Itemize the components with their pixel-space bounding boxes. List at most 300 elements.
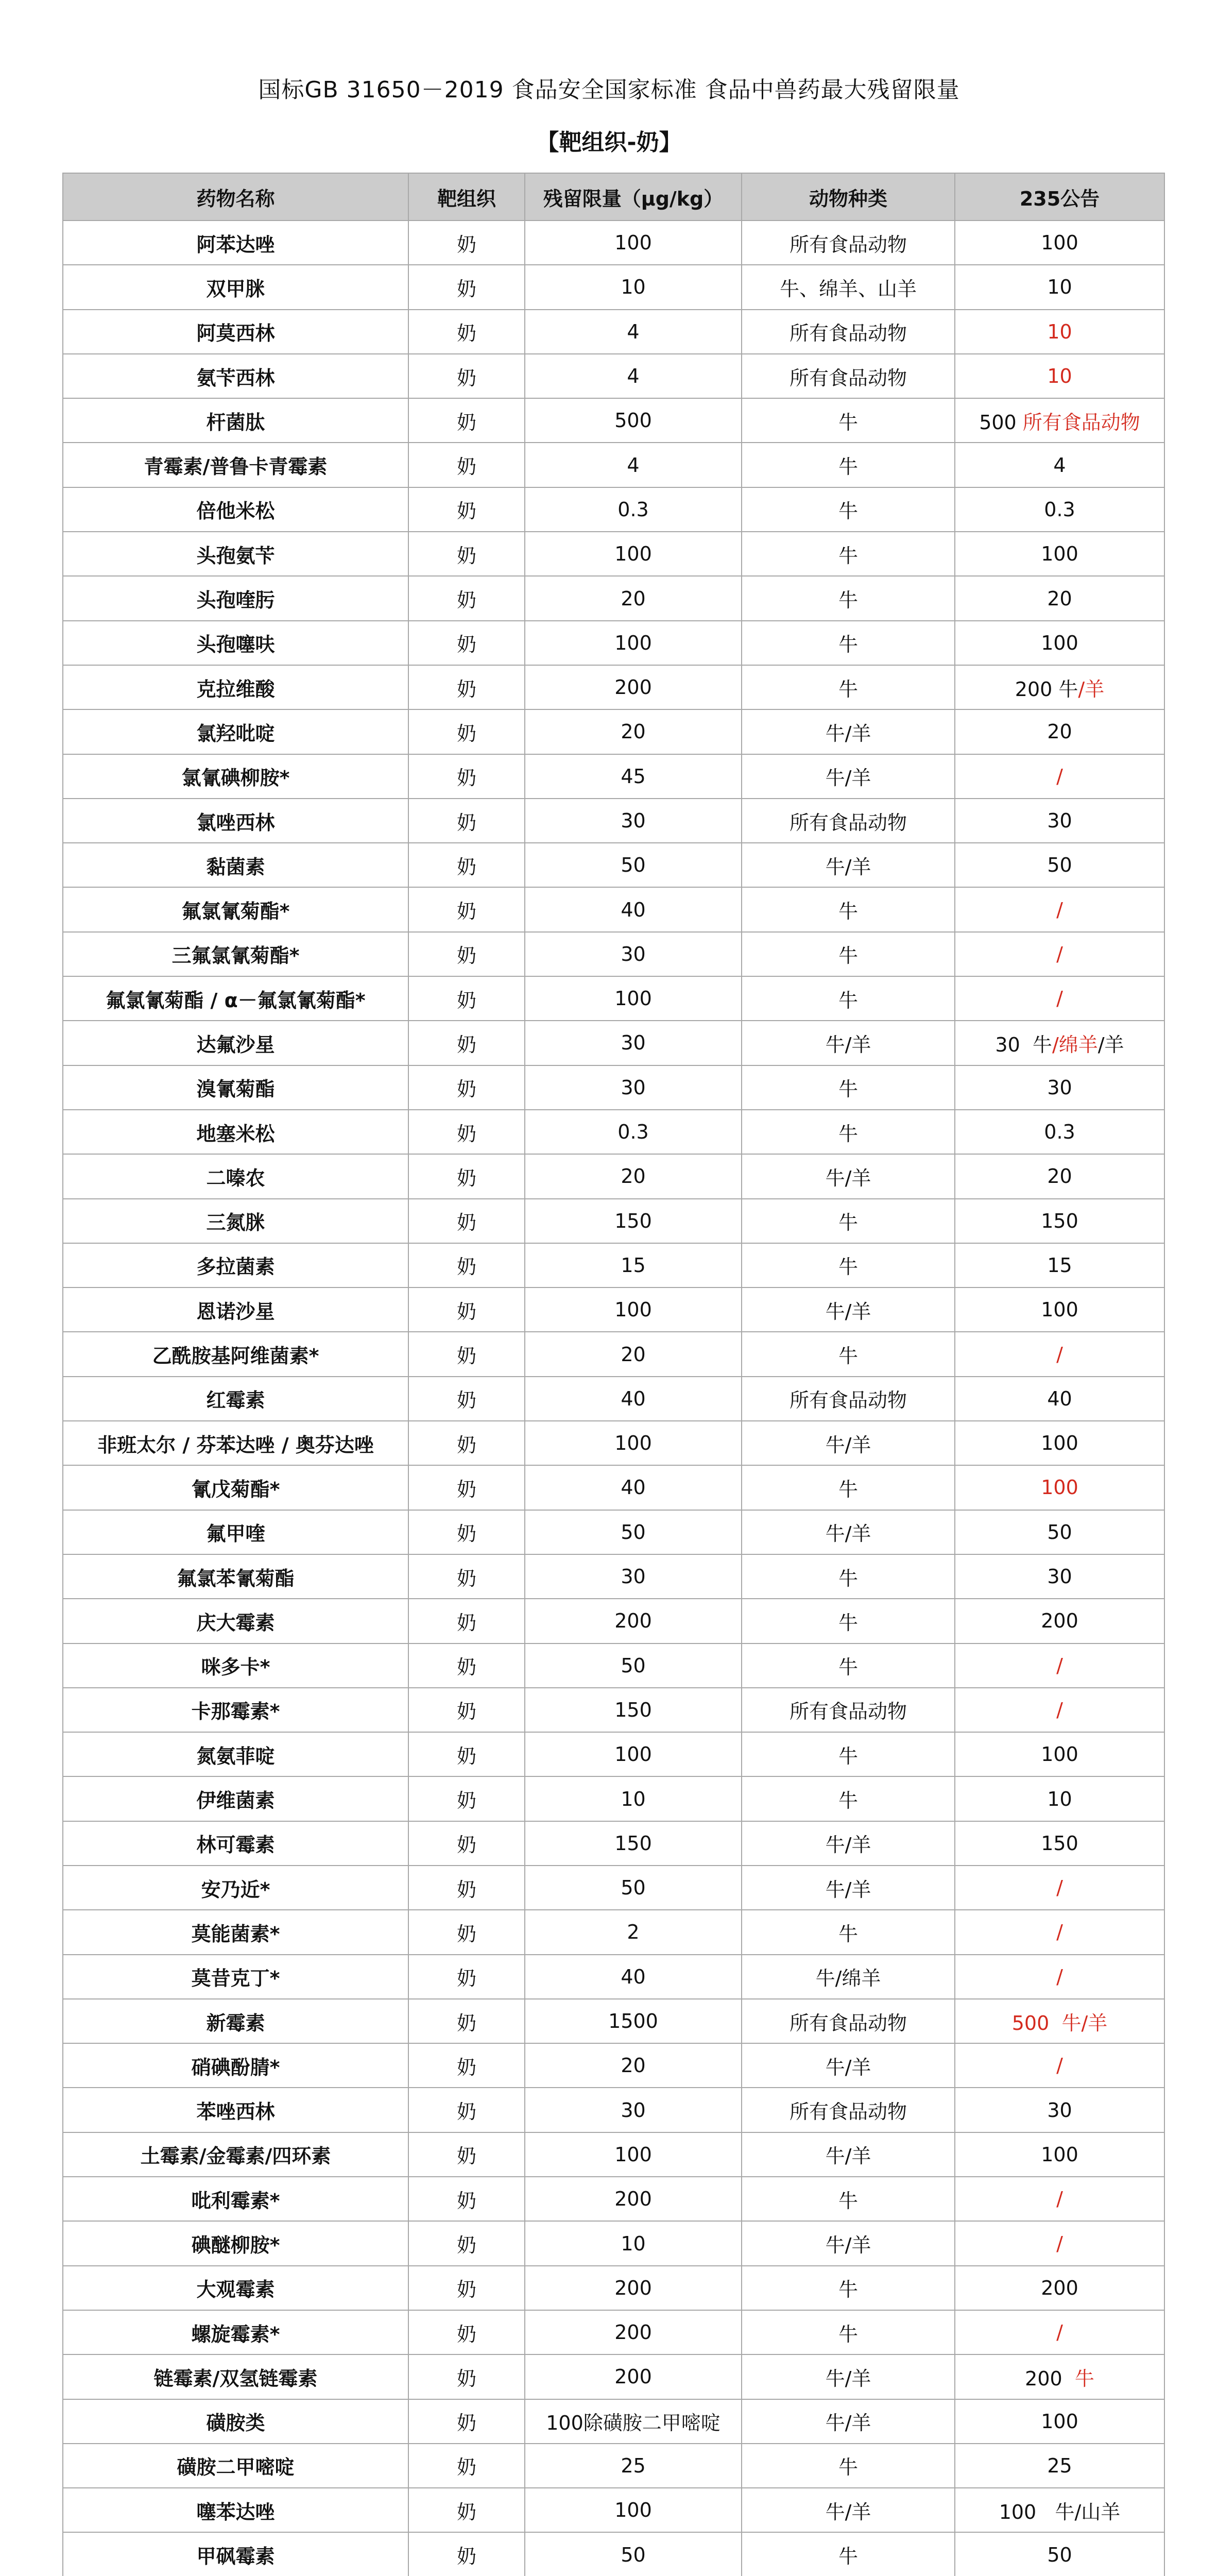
target-tissue-cell: 奶	[408, 1999, 525, 2043]
table-body	[63, 221, 1164, 2576]
residue-limit-cell: 40	[525, 887, 742, 931]
residue-limit-cell: 4	[525, 354, 742, 398]
table-row	[63, 1732, 1164, 1776]
header-announcement-235: 235公告	[955, 173, 1164, 221]
announcement-235-text: 30	[1047, 809, 1072, 832]
announcement-235-cell	[955, 1110, 1164, 1154]
announcement-235-text: 200	[1025, 2367, 1075, 2390]
table-row	[63, 1065, 1164, 1110]
table-row	[63, 709, 1164, 754]
announcement-235-cell	[955, 1554, 1164, 1599]
announcement-235-text: /	[1056, 1343, 1063, 1366]
residue-limit-cell: 150	[525, 1821, 742, 1866]
announcement-235-text: 100	[1041, 1432, 1078, 1455]
announcement-235-cell	[955, 887, 1164, 931]
animal-species-cell: 牛/羊	[742, 1510, 955, 1554]
residue-limit-cell: 30	[525, 2088, 742, 2132]
table-row	[63, 2310, 1164, 2354]
drug-name-cell: 克拉维酸	[63, 665, 408, 709]
announcement-235-cell	[955, 1021, 1164, 1065]
announcement-235-cell	[955, 221, 1164, 265]
announcement-235-text: 50	[1047, 2543, 1072, 2566]
residue-limit-cell: 4	[525, 443, 742, 487]
animal-species-cell: 牛	[742, 1732, 955, 1776]
animal-species-cell: 牛	[742, 932, 955, 976]
table-row	[63, 2043, 1164, 2088]
target-tissue-cell: 奶	[408, 1510, 525, 1554]
announcement-235-cell	[955, 2354, 1164, 2399]
target-tissue-cell: 奶	[408, 1199, 525, 1243]
table-row	[63, 1154, 1164, 1198]
table-row	[63, 1866, 1164, 1910]
drug-name-cell: 氯羟吡啶	[63, 709, 408, 754]
announcement-235-cell	[955, 1688, 1164, 1732]
announcement-235-text: 200	[1041, 1609, 1078, 1633]
target-tissue-cell: 奶	[408, 576, 525, 620]
announcement-235-text: 150	[1041, 1832, 1078, 1855]
announcement-235-text: /羊	[1097, 1033, 1124, 1056]
table-row	[63, 1599, 1164, 1643]
target-tissue-cell: 奶	[408, 1910, 525, 1954]
table-row	[63, 976, 1164, 1021]
table-row	[63, 1999, 1164, 2043]
target-tissue-cell: 奶	[408, 2088, 525, 2132]
announcement-235-text: 100	[1041, 1476, 1078, 1499]
announcement-235-text: 500 牛/羊	[1011, 2011, 1108, 2035]
residue-limit-cell: 100	[525, 1732, 742, 1776]
residue-limit-cell: 100除磺胺二甲嘧啶	[525, 2399, 742, 2444]
announcement-235-text: /	[1056, 1921, 1063, 1944]
announcement-235-cell	[955, 1510, 1164, 1554]
drug-name-cell: 氯唑西林	[63, 799, 408, 843]
animal-species-cell: 牛	[742, 576, 955, 620]
table-row	[63, 1776, 1164, 1821]
announcement-235-text: 30 牛	[995, 1033, 1052, 1056]
announcement-235-cell	[955, 2444, 1164, 2488]
animal-species-cell: 牛	[742, 487, 955, 532]
table-row	[63, 2399, 1164, 2444]
drug-name-cell: 地塞米松	[63, 1110, 408, 1154]
announcement-235-cell	[955, 2488, 1164, 2532]
announcement-235-cell	[955, 2177, 1164, 2221]
target-tissue-cell: 奶	[408, 487, 525, 532]
drug-name-cell: 氨苄西林	[63, 354, 408, 398]
drug-name-cell: 莫能菌素*	[63, 1910, 408, 1954]
announcement-235-cell	[955, 532, 1164, 576]
announcement-235-cell	[955, 310, 1164, 354]
target-tissue-cell: 奶	[408, 1955, 525, 1999]
animal-species-cell: 牛/羊	[742, 2488, 955, 2532]
drug-name-cell: 阿苯达唑	[63, 221, 408, 265]
residue-limit-cell: 100	[525, 621, 742, 665]
drug-name-cell: 新霉素	[63, 1999, 408, 2043]
page-subtitle: 【靶组织-奶】	[536, 129, 682, 156]
drug-name-cell: 碘醚柳胺*	[63, 2221, 408, 2265]
target-tissue-cell: 奶	[408, 1332, 525, 1376]
drug-name-cell: 甲砜霉素	[63, 2532, 408, 2576]
target-tissue-cell: 奶	[408, 621, 525, 665]
announcement-235-text: 20	[1047, 720, 1072, 743]
target-tissue-cell: 奶	[408, 843, 525, 887]
drug-name-cell: 氰戊菊酯*	[63, 1465, 408, 1510]
announcement-235-cell	[955, 1866, 1164, 1910]
announcement-235-cell	[955, 2088, 1164, 2132]
target-tissue-cell: 奶	[408, 1065, 525, 1110]
announcement-235-text: 200 牛	[1015, 677, 1078, 701]
target-tissue-cell: 奶	[408, 265, 525, 309]
animal-species-cell: 牛/羊	[742, 1021, 955, 1065]
animal-species-cell: 牛/羊	[742, 1421, 955, 1465]
residue-limit-cell: 20	[525, 1154, 742, 1198]
residue-limit-cell: 50	[525, 1643, 742, 1688]
residue-limit-cell: 45	[525, 754, 742, 799]
announcement-235-text: 15	[1047, 1253, 1072, 1277]
target-tissue-cell: 奶	[408, 1465, 525, 1510]
animal-species-cell: 牛	[742, 1599, 955, 1643]
announcement-235-text: 30	[1047, 1076, 1072, 1099]
table-row	[63, 1377, 1164, 1421]
table-row	[63, 2532, 1164, 2576]
announcement-235-cell	[955, 2399, 1164, 2444]
residue-limit-cell: 30	[525, 1554, 742, 1599]
table-row	[63, 354, 1164, 398]
residue-limit-cell: 50	[525, 843, 742, 887]
animal-species-cell: 牛/羊	[742, 709, 955, 754]
table-row	[63, 310, 1164, 354]
announcement-235-cell	[955, 2532, 1164, 2576]
announcement-235-text: 50	[1047, 854, 1072, 877]
table-row	[63, 2177, 1164, 2221]
residue-limit-cell: 200	[525, 665, 742, 709]
animal-species-cell: 牛/羊	[742, 2354, 955, 2399]
table-row	[63, 799, 1164, 843]
animal-species-cell: 牛	[742, 1065, 955, 1110]
residue-limit-cell: 30	[525, 1065, 742, 1110]
animal-species-cell: 牛/羊	[742, 1866, 955, 1910]
residue-limit-cell: 100	[525, 1421, 742, 1465]
residue-limit-cell: 500	[525, 398, 742, 443]
animal-species-cell: 牛	[742, 621, 955, 665]
drug-name-cell: 氟氯苯氰菊酯	[63, 1554, 408, 1599]
residue-limit-cell: 200	[525, 2354, 742, 2399]
announcement-235-text: 100	[1041, 2410, 1078, 2433]
drug-name-cell: 三氮脒	[63, 1199, 408, 1243]
animal-species-cell: 所有食品动物	[742, 1377, 955, 1421]
drug-name-cell: 氟氯氰菊酯 / α－氟氯氰菊酯*	[63, 976, 408, 1021]
announcement-235-cell	[955, 1243, 1164, 1287]
target-tissue-cell: 奶	[408, 1021, 525, 1065]
announcement-235-text: /绵羊	[1052, 1033, 1098, 1056]
table-row	[63, 576, 1164, 620]
table-row	[63, 1287, 1164, 1332]
residue-limit-cell: 200	[525, 2310, 742, 2354]
table-row	[63, 1332, 1164, 1376]
residue-limit-cell: 40	[525, 1955, 742, 1999]
announcement-235-cell	[955, 398, 1164, 443]
announcement-235-cell	[955, 1377, 1164, 1421]
announcement-235-cell	[955, 1999, 1164, 2043]
table-row	[63, 887, 1164, 931]
animal-species-cell: 所有食品动物	[742, 2088, 955, 2132]
target-tissue-cell: 奶	[408, 1688, 525, 1732]
target-tissue-cell: 奶	[408, 354, 525, 398]
residue-limit-cell: 20	[525, 709, 742, 754]
residue-limit-cell: 0.3	[525, 487, 742, 532]
animal-species-cell: 牛/羊	[742, 1287, 955, 1332]
announcement-235-cell	[955, 2310, 1164, 2354]
announcement-235-cell	[955, 1732, 1164, 1776]
drug-name-cell: 阿莫西林	[63, 310, 408, 354]
target-tissue-cell: 奶	[408, 443, 525, 487]
drug-name-cell: 螺旋霉素*	[63, 2310, 408, 2354]
drug-name-cell: 莫昔克丁*	[63, 1955, 408, 1999]
announcement-235-text: 100 牛/山羊	[999, 2500, 1121, 2523]
announcement-235-text: 30	[1047, 1565, 1072, 1588]
residue-limit-cell: 10	[525, 2221, 742, 2265]
target-tissue-cell: 奶	[408, 310, 525, 354]
announcement-235-text: 所有食品动物	[1022, 411, 1140, 434]
announcement-235-cell	[955, 1643, 1164, 1688]
target-tissue-cell: 奶	[408, 754, 525, 799]
animal-species-cell: 牛/羊	[742, 1154, 955, 1198]
drug-name-cell: 氟氯氰菊酯*	[63, 887, 408, 931]
residue-limit-cell: 20	[525, 2043, 742, 2088]
table-row	[63, 487, 1164, 532]
drug-name-cell: 大观霉素	[63, 2266, 408, 2310]
target-tissue-cell: 奶	[408, 2354, 525, 2399]
header-drug-name: 药物名称	[63, 173, 408, 221]
announcement-235-cell	[955, 843, 1164, 887]
residue-limit-cell: 0.3	[525, 1110, 742, 1154]
announcement-235-cell	[955, 754, 1164, 799]
animal-species-cell: 所有食品动物	[742, 799, 955, 843]
residue-limit-cell: 100	[525, 1287, 742, 1332]
drug-name-cell: 链霉素/双氢链霉素	[63, 2354, 408, 2399]
announcement-235-text: 4	[1053, 453, 1066, 477]
animal-species-cell: 所有食品动物	[742, 221, 955, 265]
residue-limit-cell: 200	[525, 2177, 742, 2221]
announcement-235-text: 牛	[1074, 2367, 1094, 2390]
table-row	[63, 1955, 1164, 1999]
target-tissue-cell: 奶	[408, 2043, 525, 2088]
table-row	[63, 1688, 1164, 1732]
announcement-235-cell	[955, 709, 1164, 754]
animal-species-cell: 牛	[742, 1910, 955, 1954]
residue-limit-cell: 1500	[525, 1999, 742, 2043]
announcement-235-cell	[955, 487, 1164, 532]
announcement-235-cell	[955, 1821, 1164, 1866]
announcement-235-text: 10	[1047, 276, 1072, 299]
residue-limit-cell: 200	[525, 1599, 742, 1643]
table-row	[63, 2488, 1164, 2532]
drug-name-cell: 非班太尔 / 芬苯达唑 / 奥芬达唑	[63, 1421, 408, 1465]
target-tissue-cell: 奶	[408, 1821, 525, 1866]
target-tissue-cell: 奶	[408, 932, 525, 976]
animal-species-cell: 牛	[742, 2177, 955, 2221]
animal-species-cell: 牛	[742, 2266, 955, 2310]
target-tissue-cell: 奶	[408, 2221, 525, 2265]
drug-name-cell: 头孢噻呋	[63, 621, 408, 665]
table-row	[63, 1510, 1164, 1554]
announcement-235-cell	[955, 2132, 1164, 2177]
drug-name-cell: 林可霉素	[63, 1821, 408, 1866]
target-tissue-cell: 奶	[408, 2488, 525, 2532]
drug-name-cell: 硝碘酚腈*	[63, 2043, 408, 2088]
drug-name-cell: 氯氰碘柳胺*	[63, 754, 408, 799]
residue-limit-cell: 20	[525, 576, 742, 620]
announcement-235-text: 20	[1047, 587, 1072, 610]
target-tissue-cell: 奶	[408, 665, 525, 709]
animal-species-cell: 牛/羊	[742, 2132, 955, 2177]
table-row	[63, 1910, 1164, 1954]
announcement-235-text: /	[1056, 987, 1063, 1010]
announcement-235-cell	[955, 1332, 1164, 1376]
animal-species-cell: 牛	[742, 1465, 955, 1510]
announcement-235-text: 10	[1047, 365, 1072, 388]
table-row	[63, 1465, 1164, 1510]
announcement-235-text: 100	[1041, 543, 1078, 566]
target-tissue-cell: 奶	[408, 1776, 525, 1821]
residue-limit-cell: 20	[525, 1332, 742, 1376]
animal-species-cell: 牛/羊	[742, 1821, 955, 1866]
drug-name-cell: 氟甲喹	[63, 1510, 408, 1554]
announcement-235-text: 10	[1047, 1787, 1072, 1810]
drug-name-cell: 红霉素	[63, 1377, 408, 1421]
drug-name-cell: 青霉素/普鲁卡青霉素	[63, 443, 408, 487]
announcement-235-cell	[955, 976, 1164, 1021]
residue-limit-cell: 10	[525, 1776, 742, 1821]
announcement-235-text: /	[1056, 1698, 1063, 1721]
residue-limit-cell: 100	[525, 2488, 742, 2532]
table-row	[63, 265, 1164, 309]
animal-species-cell: 牛/羊	[742, 2399, 955, 2444]
announcement-235-text: /	[1056, 898, 1063, 921]
table-row	[63, 2088, 1164, 2132]
table-row	[63, 2354, 1164, 2399]
announcement-235-text: 150	[1041, 1209, 1078, 1232]
table-row	[63, 1421, 1164, 1465]
announcement-235-text: /羊	[1078, 677, 1105, 701]
animal-species-cell: 牛	[742, 2532, 955, 2576]
announcement-235-text: /	[1056, 2188, 1063, 2211]
announcement-235-cell	[955, 799, 1164, 843]
residue-limit-cell: 100	[525, 2132, 742, 2177]
announcement-235-cell	[955, 1955, 1164, 1999]
announcement-235-cell	[955, 443, 1164, 487]
announcement-235-text: 50	[1047, 1520, 1072, 1544]
announcement-235-text: /	[1056, 1965, 1063, 1988]
target-tissue-cell: 奶	[408, 221, 525, 265]
announcement-235-cell	[955, 1599, 1164, 1643]
residue-limit-cell: 50	[525, 2532, 742, 2576]
residue-limit-cell: 30	[525, 1021, 742, 1065]
announcement-235-text: /	[1056, 765, 1063, 788]
residue-limit-cell: 4	[525, 310, 742, 354]
announcement-235-text: 10	[1047, 320, 1072, 343]
announcement-235-text: /	[1056, 1876, 1063, 1900]
target-tissue-cell: 奶	[408, 2177, 525, 2221]
announcement-235-cell	[955, 1287, 1164, 1332]
table-row	[63, 2132, 1164, 2177]
announcement-235-cell	[955, 665, 1164, 709]
announcement-235-cell	[955, 1910, 1164, 1954]
target-tissue-cell: 奶	[408, 398, 525, 443]
target-tissue-cell: 奶	[408, 1110, 525, 1154]
announcement-235-cell	[955, 1065, 1164, 1110]
residue-limit-table	[62, 173, 1165, 2576]
target-tissue-cell: 奶	[408, 2444, 525, 2488]
animal-species-cell: 牛	[742, 976, 955, 1021]
animal-species-cell: 牛	[742, 443, 955, 487]
drug-name-cell: 达氟沙星	[63, 1021, 408, 1065]
announcement-235-cell	[955, 265, 1164, 309]
drug-name-cell: 乙酰胺基阿维菌素*	[63, 1332, 408, 1376]
target-tissue-cell: 奶	[408, 976, 525, 1021]
animal-species-cell: 所有食品动物	[742, 1688, 955, 1732]
drug-name-cell: 安乃近*	[63, 1866, 408, 1910]
animal-species-cell: 牛	[742, 2444, 955, 2488]
table-header-row	[63, 173, 1164, 221]
announcement-235-text: 100	[1041, 1298, 1078, 1321]
table-row	[63, 1199, 1164, 1243]
residue-limit-cell: 100	[525, 532, 742, 576]
page-title: 国标GB 31650－2019 食品安全国家标准 食品中兽药最大残留限量	[258, 77, 960, 103]
target-tissue-cell: 奶	[408, 1732, 525, 1776]
announcement-235-cell	[955, 1465, 1164, 1510]
animal-species-cell: 所有食品动物	[742, 1999, 955, 2043]
announcement-235-text: /	[1056, 942, 1063, 965]
target-tissue-cell: 奶	[408, 1599, 525, 1643]
table-row	[63, 443, 1164, 487]
announcement-235-text: /	[1056, 2054, 1063, 2077]
announcement-235-cell	[955, 621, 1164, 665]
table-row	[63, 932, 1164, 976]
announcement-235-cell	[955, 932, 1164, 976]
table-row	[63, 1243, 1164, 1287]
animal-species-cell: 牛	[742, 1110, 955, 1154]
residue-limit-cell: 30	[525, 799, 742, 843]
drug-name-cell: 噻苯达唑	[63, 2488, 408, 2532]
drug-name-cell: 恩诺沙星	[63, 1287, 408, 1332]
drug-name-cell: 头孢喹肟	[63, 576, 408, 620]
announcement-235-text: /	[1056, 2321, 1063, 2344]
header-animal-species: 动物种类	[742, 173, 955, 221]
header-target-tissue: 靶组织	[408, 173, 525, 221]
target-tissue-cell: 奶	[408, 2399, 525, 2444]
target-tissue-cell: 奶	[408, 709, 525, 754]
target-tissue-cell: 奶	[408, 799, 525, 843]
animal-species-cell: 牛/羊	[742, 2043, 955, 2088]
announcement-235-text: 200	[1041, 2276, 1078, 2299]
drug-name-cell: 伊维菌素	[63, 1776, 408, 1821]
residue-limit-cell: 2	[525, 1910, 742, 1954]
table-row	[63, 754, 1164, 799]
table-row	[63, 2266, 1164, 2310]
drug-name-cell: 杆菌肽	[63, 398, 408, 443]
announcement-235-cell	[955, 576, 1164, 620]
table-row	[63, 1821, 1164, 1866]
target-tissue-cell: 奶	[408, 1554, 525, 1599]
animal-species-cell: 牛、绵羊、山羊	[742, 265, 955, 309]
residue-limit-cell: 50	[525, 1510, 742, 1554]
animal-species-cell: 牛/绵羊	[742, 1955, 955, 1999]
drug-name-cell: 土霉素/金霉素/四环素	[63, 2132, 408, 2177]
announcement-235-cell	[955, 1776, 1164, 1821]
drug-name-cell: 溴氰菊酯	[63, 1065, 408, 1110]
residue-limit-cell: 40	[525, 1377, 742, 1421]
drug-name-cell: 咪多卡*	[63, 1643, 408, 1688]
animal-species-cell: 牛	[742, 1643, 955, 1688]
